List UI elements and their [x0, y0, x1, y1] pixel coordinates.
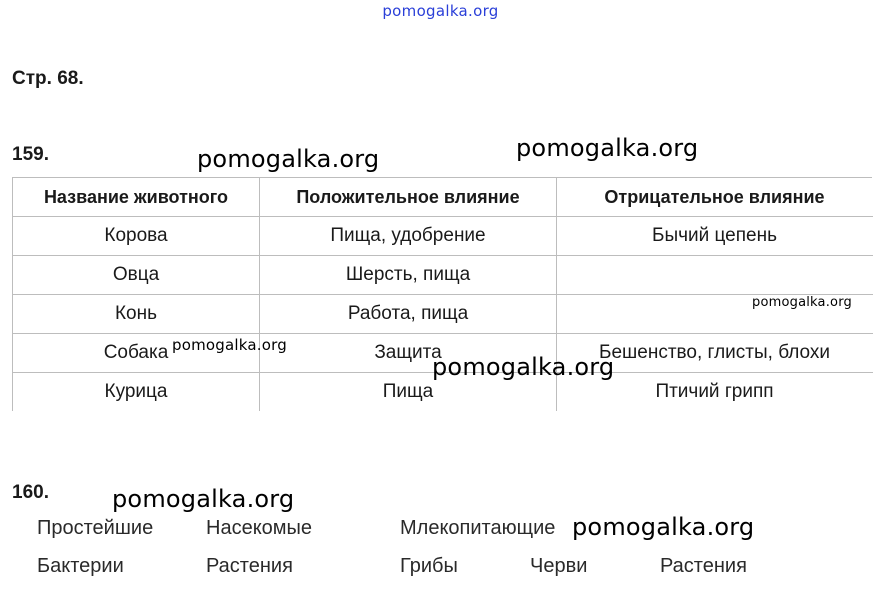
- table-row: [13, 295, 873, 334]
- table-cell: Бычий цепень: [557, 217, 873, 256]
- table-cell: Корова: [13, 217, 260, 256]
- task-159-number: 159.: [12, 144, 49, 165]
- watermark: pomogalka.org: [112, 485, 295, 513]
- table-header-row: [13, 178, 873, 217]
- column-header: Отрицательное влияние: [557, 178, 873, 217]
- table-cell: Пища, удобрение: [260, 217, 557, 256]
- watermark: pomogalka.org: [752, 295, 852, 310]
- table-cell: [557, 256, 873, 295]
- watermark-top: pomogalka.org: [382, 2, 499, 20]
- watermark: pomogalka.org: [172, 336, 287, 354]
- watermark: pomogalka.org: [572, 513, 755, 541]
- table-cell: Шерсть, пища: [260, 256, 557, 295]
- table-cell: Защита: [260, 334, 557, 373]
- table-cell: Птичий грипп: [557, 373, 873, 412]
- table-row: [13, 256, 873, 295]
- watermark: pomogalka.org: [432, 353, 615, 381]
- word-item: Насекомые: [206, 517, 313, 539]
- table-cell: Курица: [13, 373, 260, 412]
- table-cell: Работа, пища: [260, 295, 557, 334]
- table-cell: Пища: [260, 373, 557, 412]
- table-cell: Конь: [13, 295, 260, 334]
- table-row: [13, 217, 873, 256]
- watermark: pomogalka.org: [197, 145, 380, 173]
- task-160-number: 160.: [12, 482, 49, 503]
- word-item: Млекопитающие: [400, 517, 556, 539]
- column-header: Название животного: [13, 178, 260, 217]
- word-item: Растения: [660, 555, 747, 577]
- word-item: Грибы: [400, 555, 458, 577]
- table-cell: Собака: [13, 334, 260, 373]
- watermark: pomogalka.org: [516, 134, 699, 162]
- table-cell: Бешенство, глисты, блохи: [557, 334, 873, 373]
- page-label: Стр. 68.: [12, 68, 84, 89]
- word-item: Простейшие: [37, 517, 154, 539]
- word-item: Черви: [530, 555, 588, 577]
- column-header: Положительное влияние: [260, 178, 557, 217]
- word-item: Бактерии: [37, 555, 124, 577]
- table-cell: Овца: [13, 256, 260, 295]
- word-item: Растения: [206, 555, 293, 577]
